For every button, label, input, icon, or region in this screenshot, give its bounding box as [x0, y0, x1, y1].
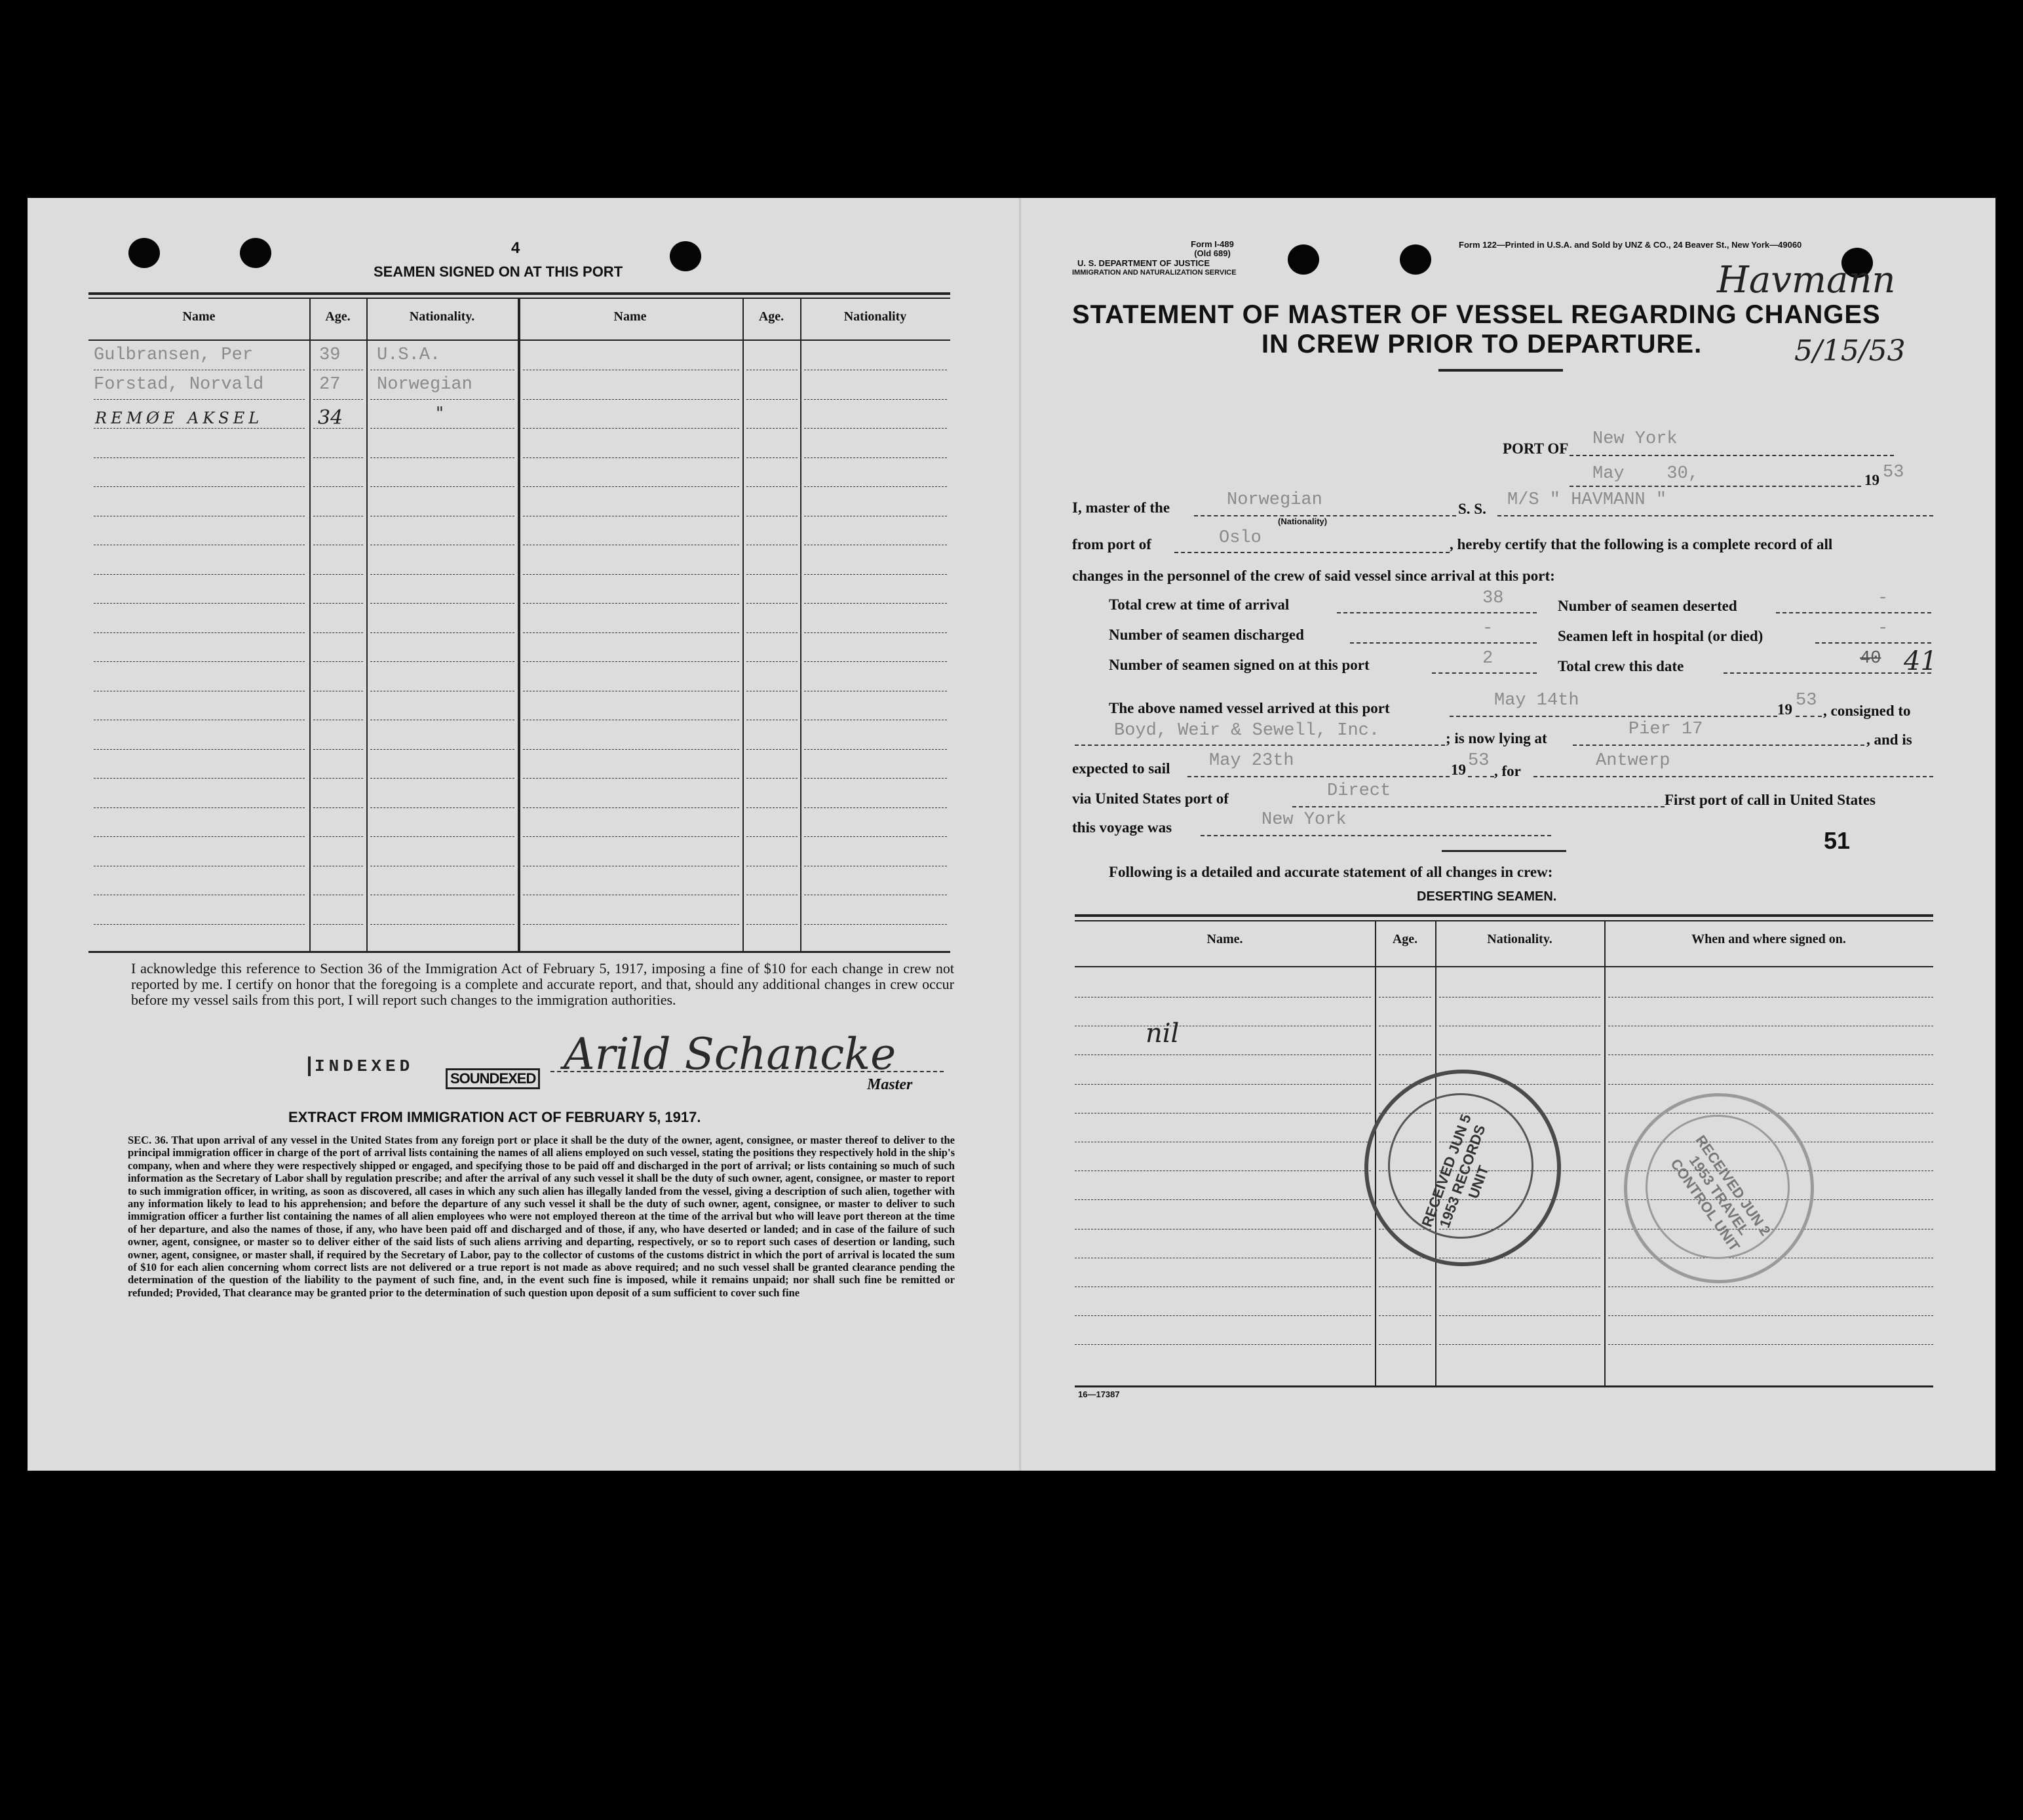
- column-header: Name.: [1206, 932, 1243, 946]
- acknowledgement-text: I acknowledge this reference to Section 36 of the Immigration Act of February 5, 1917, imposing a fine of $10 for each change in crew not reported by me. I certify on honor that the foregoing is a complete and accurate report, and that, should any additional changes in crew occur before my vessel sails from this port, I will report such changes to the immigration authorities.: [131, 960, 954, 1008]
- and-is-label: , and is: [1866, 731, 1912, 748]
- table-row-rule: [523, 749, 739, 750]
- port-value: New York: [1592, 429, 1678, 449]
- table-row-rule: [523, 632, 739, 633]
- table-row-rule: [804, 399, 947, 400]
- table-row-rule: [804, 749, 947, 750]
- total-crew-date-struck: 40: [1860, 649, 1881, 668]
- fill-line: [1573, 745, 1864, 746]
- master-of-label: I, master of the: [1072, 499, 1170, 516]
- table-row-rule: [523, 574, 739, 575]
- ss-label: S. S.: [1458, 501, 1486, 517]
- table-row-rule: [313, 836, 363, 837]
- table-row-rule: [746, 749, 798, 750]
- table-row-rule: [1379, 1315, 1431, 1316]
- column-header: Name: [613, 309, 647, 324]
- table-row-rule: [313, 486, 363, 487]
- table-row-rule: [746, 428, 798, 429]
- records-unit-stamp-text: RECEIVED JUN 5 1953 RECORDS UNIT: [1418, 1112, 1492, 1230]
- rule: [88, 292, 950, 295]
- table-row-rule: [746, 778, 798, 779]
- column-header: Nationality.: [409, 309, 475, 324]
- table-row-rule: [370, 457, 514, 458]
- column-divider: [309, 299, 311, 951]
- from-port-label: from port of: [1072, 536, 1151, 552]
- table-row-rule: [1608, 1315, 1933, 1316]
- crew-nationality: U.S.A.: [377, 345, 441, 365]
- table-row-rule: [746, 807, 798, 808]
- punch-hole: [670, 241, 701, 271]
- table-row-rule: [746, 632, 798, 633]
- extract-title: EXTRACT FROM IMMIGRATION ACT OF FEBRUARY 5, 1917.: [288, 1109, 701, 1125]
- table-row-rule: [94, 486, 305, 487]
- margin-number: 51: [1824, 827, 1851, 854]
- table-row-rule: [1075, 1315, 1371, 1316]
- expected-value: May 23th: [1209, 751, 1294, 771]
- year-prefix: 19: [1777, 701, 1792, 718]
- master-label: Master: [867, 1076, 913, 1093]
- table-row-rule: [804, 836, 947, 837]
- table-row-rule: [94, 428, 305, 429]
- table-row-rule: [804, 457, 947, 458]
- table-row-rule: [804, 428, 947, 429]
- table-row-rule: [746, 661, 798, 662]
- table-row-rule: [523, 399, 739, 400]
- fill-line: [1075, 745, 1445, 746]
- lying-value: Pier 17: [1628, 720, 1703, 739]
- table-row-rule: [1075, 1199, 1371, 1200]
- table-row-rule: [523, 807, 739, 808]
- table-row-rule: [94, 778, 305, 779]
- nationality-caption: (Nationality): [1278, 516, 1328, 526]
- table-row-rule: [523, 457, 739, 458]
- table-row-rule: [370, 399, 514, 400]
- table-row-rule: [1608, 1084, 1933, 1085]
- certify-text: , hereby certify that the following is a complete record of all: [1450, 536, 1833, 552]
- year-prefix: 19: [1451, 762, 1466, 778]
- voyage-label: this voyage was: [1072, 819, 1172, 836]
- crew-age: 39: [319, 345, 341, 365]
- arrived-label: The above named vessel arrived at this port: [1109, 700, 1390, 716]
- table-row-rule: [370, 632, 514, 633]
- fill-line: [1450, 716, 1777, 717]
- table-row-rule: [370, 924, 514, 925]
- table-row-rule: [370, 749, 514, 750]
- date-value: May 30,: [1592, 464, 1699, 484]
- table-row-rule: [746, 924, 798, 925]
- fill-line: [1776, 612, 1931, 613]
- changes-text: changes in the personnel of the crew of said vessel since arrival at this port:: [1072, 568, 1555, 584]
- for-label: , for: [1494, 763, 1521, 779]
- table-row-rule: [523, 924, 739, 925]
- discharged-label: Number of seamen discharged: [1109, 627, 1304, 643]
- table-row-rule: [804, 661, 947, 662]
- table-row-rule: [523, 428, 739, 429]
- table-row-rule: [313, 661, 363, 662]
- signed-on-table: [88, 299, 950, 951]
- consignee-value: Boyd, Weir & Sewell, Inc.: [1114, 721, 1380, 741]
- crew-name: Gulbransen, Per: [94, 345, 254, 365]
- department-block: [1072, 258, 1237, 278]
- printer-note: Form 122—Printed in U.S.A. and Sold by UNZ & CO., 24 Beaver St., New York—49060: [1459, 240, 1802, 250]
- discharged-value: -: [1482, 619, 1493, 638]
- table-row-rule: [313, 778, 363, 779]
- table-row-rule: [370, 661, 514, 662]
- deserted-label: Number of seamen deserted: [1558, 598, 1737, 614]
- from-port-line: [1174, 552, 1450, 553]
- table-row-rule: [94, 632, 305, 633]
- lying-label: ; is now lying at: [1446, 730, 1547, 746]
- table-row-rule: [313, 807, 363, 808]
- indexed-stamp: INDEXED: [308, 1056, 414, 1076]
- table-row-rule: [746, 486, 798, 487]
- first-port-label: First port of call in United States: [1665, 792, 1876, 808]
- form-number-block: [1160, 240, 1265, 258]
- table-row-rule: [370, 428, 514, 429]
- fill-line: [1724, 672, 1931, 674]
- footer-code: 16—17387: [1078, 1389, 1120, 1399]
- column-header: Nationality: [843, 309, 907, 324]
- fill-line: [1796, 716, 1822, 717]
- following-text: Following is a detailed and accurate statement of all changes in crew:: [1109, 864, 1553, 880]
- table-row-rule: [313, 632, 363, 633]
- punch-hole: [1288, 244, 1319, 275]
- crew-age-handwritten: 34: [318, 406, 343, 429]
- column-header: Nationality.: [1487, 932, 1552, 946]
- date-line: [1570, 486, 1861, 487]
- form-title-line1: STATEMENT OF MASTER OF VESSEL REGARDING CHANGES: [1072, 300, 1881, 329]
- fill-line: [1533, 776, 1933, 777]
- table-row-rule: [94, 399, 305, 400]
- table-row-rule: [1379, 1344, 1431, 1345]
- nationality-value: Norwegian: [1227, 490, 1322, 510]
- table-row-rule: [370, 807, 514, 808]
- rule: [1075, 1385, 1933, 1387]
- fill-line: [1292, 806, 1665, 807]
- table-row-rule: [523, 486, 739, 487]
- table-row-rule: [94, 661, 305, 662]
- table-row-rule: [804, 924, 947, 925]
- fill-line: [1815, 642, 1931, 644]
- column-header: Age.: [758, 309, 784, 324]
- table-row-rule: [370, 836, 514, 837]
- travel-control-stamp-text: RECEIVED JUN 2 1953 TRAVEL CONTROL UNIT: [1667, 1132, 1774, 1254]
- old-form-number: (Old 689): [1194, 248, 1231, 258]
- table-row-rule: [523, 836, 739, 837]
- punch-hole: [128, 238, 160, 268]
- table-row-rule: [1439, 1315, 1600, 1316]
- nil-entry: nil: [1146, 1018, 1180, 1049]
- table-row-rule: [94, 749, 305, 750]
- table-row-rule: [746, 836, 798, 837]
- arrived-value: May 14th: [1494, 691, 1579, 710]
- port-line: [1570, 455, 1894, 456]
- from-port-value: Oslo: [1219, 528, 1262, 548]
- service-name: IMMIGRATION AND NATURALIZATION SERVICE: [1072, 269, 1237, 277]
- table-row-rule: [523, 661, 739, 662]
- year-value: 53: [1883, 463, 1904, 482]
- table-row-rule: [313, 399, 363, 400]
- table-row-rule: [746, 457, 798, 458]
- table-row-rule: [804, 778, 947, 779]
- column-divider: [742, 299, 744, 951]
- fill-line: [1201, 835, 1551, 836]
- expected-year: 53: [1468, 751, 1490, 771]
- table-row-rule: [523, 778, 739, 779]
- crew-name: Forstad, Norvald: [94, 375, 264, 395]
- form-title-line2: IN CREW PRIOR TO DEPARTURE.: [1262, 330, 1703, 358]
- signed-on-label: Number of seamen signed on at this port: [1109, 657, 1370, 673]
- table-row-rule: [804, 603, 947, 604]
- total-crew-date-value: 41: [1904, 646, 1937, 676]
- consigned-label: , consigned to: [1823, 703, 1911, 719]
- punch-hole: [1400, 244, 1431, 275]
- handwritten-vessel-name: Havmann: [1717, 259, 1896, 301]
- table-row-rule: [523, 603, 739, 604]
- table-row-rule: [804, 486, 947, 487]
- arrived-year: 53: [1796, 691, 1817, 710]
- column-divider: [366, 299, 368, 951]
- port-label: PORT OF: [1503, 440, 1569, 457]
- deserted-value: -: [1878, 589, 1889, 608]
- column-divider: [518, 299, 520, 951]
- deserting-title: DESERTING SEAMEN.: [1417, 889, 1557, 904]
- rule: [88, 951, 950, 953]
- fill-line: [1350, 642, 1537, 644]
- header-rule: [88, 339, 950, 341]
- punch-hole: [240, 238, 271, 268]
- via-value: Direct: [1327, 781, 1391, 801]
- form-number: Form I-489: [1191, 239, 1234, 249]
- column-divider: [800, 299, 801, 951]
- table-row-rule: [313, 603, 363, 604]
- expected-label: expected to sail: [1072, 760, 1170, 777]
- table-row-rule: [94, 924, 305, 925]
- table-row-rule: [746, 399, 798, 400]
- table-row-rule: [313, 924, 363, 925]
- table-row-rule: [746, 574, 798, 575]
- signed-on-value: 2: [1482, 649, 1493, 668]
- total-crew-date-label: Total crew this date: [1558, 658, 1684, 674]
- table-row-rule: [94, 574, 305, 575]
- table-row-rule: [1608, 1344, 1933, 1345]
- ss-value: M/S " HAVMANN ": [1507, 490, 1667, 510]
- hospital-label: Seamen left in hospital (or died): [1558, 628, 1763, 644]
- records-unit-stamp: [1364, 1070, 1561, 1266]
- crew-nationality-ditto: ": [436, 404, 444, 423]
- title-underline: [1438, 369, 1563, 372]
- table-row-rule: [313, 457, 363, 458]
- table-row-rule: [313, 749, 363, 750]
- header-rule: [1075, 966, 1933, 967]
- table-row-rule: [313, 574, 363, 575]
- table-row-rule: [1075, 1344, 1371, 1345]
- fill-line: [1432, 672, 1537, 674]
- fill-line: [1468, 776, 1494, 777]
- table-row-rule: [94, 836, 305, 837]
- hospital-value: -: [1878, 619, 1889, 638]
- master-signature: Arild Schancke: [564, 1029, 896, 1079]
- page-fold: [1019, 198, 1021, 1471]
- page-number: 4: [511, 239, 520, 257]
- crew-name-handwritten: REMØE AKSEL: [95, 409, 263, 427]
- voyage-value: New York: [1262, 810, 1347, 830]
- table-row-rule: [94, 603, 305, 604]
- table-row-rule: [804, 632, 947, 633]
- extract-text: SEC. 36. That upon arrival of any vessel in the United States from any foreign port or place it shall be the duty of the owner, agent, consignee, or master thereof to deliver to the principal immigration officer in charge of the port of arrival lists containing the names of all aliens employed on such vessel, stating the positions they respectively hold in the ship's company, when and where they were respectively shipped or engaged, and specifying those to be paid off and discharged in the port of arrival; or lists containing so much of such information as the Secretary of Labor shall by regulation prescribe; and after the arrival of any such vessel it shall be the duty of such owner, agent, consignee, or master to report to such immigration officer, in writing, as soon as discovered, all cases in which any such alien has illegally landed from the vessel, giving a description of such alien, together with any information likely to lead to his apprehension; and before the departure of any such vessel it shall be the duty of such owner, agent, consignee, or master to deliver to such immigration officer a further list containing the names of all alien employees who were not employed thereon at the time of the arrival but who will leave port thereon at the time of her departure, and also the names of those, if any, who have been paid off and discharged and of those, if any, who have deserted or landed; and in case of the failure of such owner, agent, consignee, or master so to deliver either of the said lists of such aliens arriving and departing, respectively, or so to report such cases of desertion or landing, such owner, agent, consignee, or master shall, if required by the Secretary of Labor, pay to the collector of customs of the customs district in which the port of arrival is located the sum of $10 for each alien concerning whom correct lists are not delivered or a true report is not made as above required; and no such vessel shall be granted clearance pending the determination of the question of the liability to the payment of such fine, and, in the event such fine is imposed, while it remains unpaid; nor shall such fine be remitted or refunded; Provided, That clearance may be granted prior to the determination of such question upon deposit of a sum sufficient to cover such fine: [128, 1134, 955, 1299]
- table-row-rule: [804, 807, 947, 808]
- year-prefix: 19: [1864, 472, 1879, 488]
- fill-line: [1187, 776, 1450, 777]
- table-row-rule: [1075, 1084, 1371, 1085]
- table-row-rule: [370, 486, 514, 487]
- signature-line: [550, 1071, 944, 1072]
- department-name: U. S. DEPARTMENT OF JUSTICE: [1077, 258, 1210, 268]
- column-divider: [1604, 921, 1606, 1385]
- table-row-rule: [94, 457, 305, 458]
- table-row-rule: [313, 428, 363, 429]
- total-crew-arrival-label: Total crew at time of arrival: [1109, 596, 1290, 613]
- section-title: SEAMEN SIGNED ON AT THIS PORT: [374, 263, 623, 280]
- table-row-rule: [746, 603, 798, 604]
- crew-age: 27: [319, 375, 341, 395]
- table-row-rule: [804, 574, 947, 575]
- crew-nationality: Norwegian: [377, 375, 472, 395]
- column-header: Age.: [325, 309, 351, 324]
- fill-line: [1337, 612, 1537, 613]
- table-row-rule: [370, 778, 514, 779]
- table-row-rule: [370, 603, 514, 604]
- total-crew-arrival-value: 38: [1482, 589, 1504, 608]
- via-label: via United States port of: [1072, 790, 1229, 807]
- rule: [1442, 850, 1566, 852]
- column-header: Name: [182, 309, 216, 324]
- rule: [1075, 914, 1933, 917]
- column-header: When and where signed on.: [1691, 932, 1846, 946]
- column-header: Age.: [1392, 932, 1418, 946]
- table-row-rule: [1439, 1344, 1600, 1345]
- ss-line: [1497, 515, 1933, 516]
- travel-control-stamp: [1624, 1093, 1814, 1283]
- table-row-rule: [94, 807, 305, 808]
- for-value: Antwerp: [1596, 751, 1670, 771]
- table-row-rule: [370, 574, 514, 575]
- soundexed-stamp: SOUNDEXED: [446, 1068, 540, 1089]
- handwritten-date: 5/15/53: [1794, 334, 1906, 368]
